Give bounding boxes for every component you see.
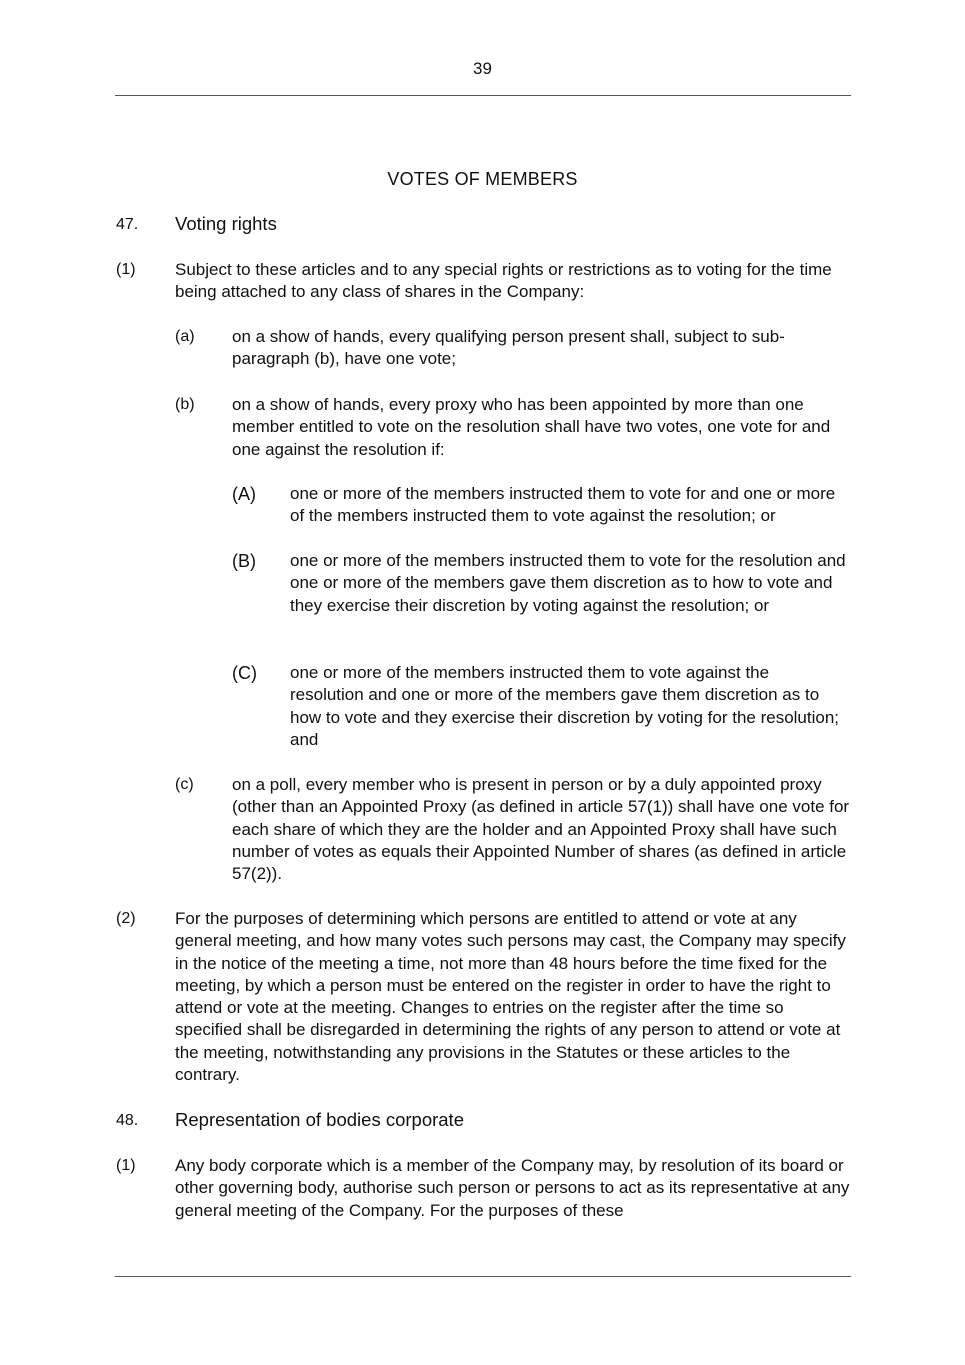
article-48-number: 48. bbox=[116, 1112, 139, 1129]
item-A-text: one or more of the members instructed them to vote for and one or more of the members instructed them to vote against the resolution; or bbox=[290, 484, 836, 526]
article-48-heading: Representation of bodies corporate bbox=[175, 1109, 464, 1130]
paragraph-48-1-number: (1) bbox=[116, 1157, 136, 1174]
item-C-text: one or more of the members instructed them to vote against the resolution and one or more of the members gave them discretion as to how to vote and they exercise their discretion by voting for the resolution; and bbox=[290, 663, 840, 749]
article-47-number: 47. bbox=[116, 216, 139, 233]
subparagraph-b-number: (b) bbox=[175, 396, 195, 413]
article-47-heading: Voting rights bbox=[175, 213, 277, 234]
subparagraph-a-text: on a show of hands, every qualifying person present shall, subject to sub-paragraph (b), have one vote; bbox=[232, 327, 785, 369]
subparagraph-c-number: (c) bbox=[175, 776, 194, 793]
page-number: 39 bbox=[473, 59, 492, 78]
item-C-number: (C) bbox=[232, 663, 257, 683]
subparagraph-a-number: (a) bbox=[175, 328, 195, 345]
paragraph-48-1-text: Any body corporate which is a member of the Company may, by resolution of its board or other governing body, authorise such person or persons to act as its representative at any general meeting of the Company. For the purposes of these bbox=[175, 1156, 850, 1220]
paragraph-47-1-text: Subject to these articles and to any special rights or restrictions as to voting for the time being attached to any class of shares in the Company: bbox=[175, 260, 832, 302]
subparagraph-c-text: on a poll, every member who is present in person or by a duly appointed proxy (other than an Appointed Proxy (as defined in article 57(1)) shall have one vote for each share of which they are the holder and an Appointed Proxy shall have such number of votes as equals their Appointed Number of shares (as defined in article 57(2)). bbox=[232, 775, 850, 884]
section-title: VOTES OF MEMBERS bbox=[387, 169, 578, 189]
header-rule bbox=[115, 95, 851, 96]
paragraph-47-1-number: (1) bbox=[116, 261, 136, 278]
subparagraph-b-text: on a show of hands, every proxy who has been appointed by more than one member entitled to vote on the resolution shall have two votes, one vote for and one against the resolution if: bbox=[232, 395, 831, 459]
footer-rule bbox=[115, 1276, 851, 1277]
item-A-number: (A) bbox=[232, 484, 256, 504]
item-B-text: one or more of the members instructed them to vote for the resolution and one or more of the members gave them discretion as to how to vote and they exercise their discretion by voting against the resolution; or bbox=[290, 551, 846, 615]
paragraph-47-2-number: (2) bbox=[116, 910, 136, 927]
item-B-number: (B) bbox=[232, 551, 256, 571]
paragraph-47-2-text: For the purposes of determining which persons are entitled to attend or vote at any general meeting, and how many votes such persons may cast, the Company may specify in the notice of the meeting a time, not more than 48 hours before the time fixed for the meeting, by which a person must be entered on the register in order to have the right to attend or vote at the meeting. Changes to entries on the register after the time so specified shall be disregarded in determining the rights of any person to attend or vote at the meeting, notwithstanding any provisions in the Statutes or these articles to the contrary. bbox=[175, 909, 846, 1085]
